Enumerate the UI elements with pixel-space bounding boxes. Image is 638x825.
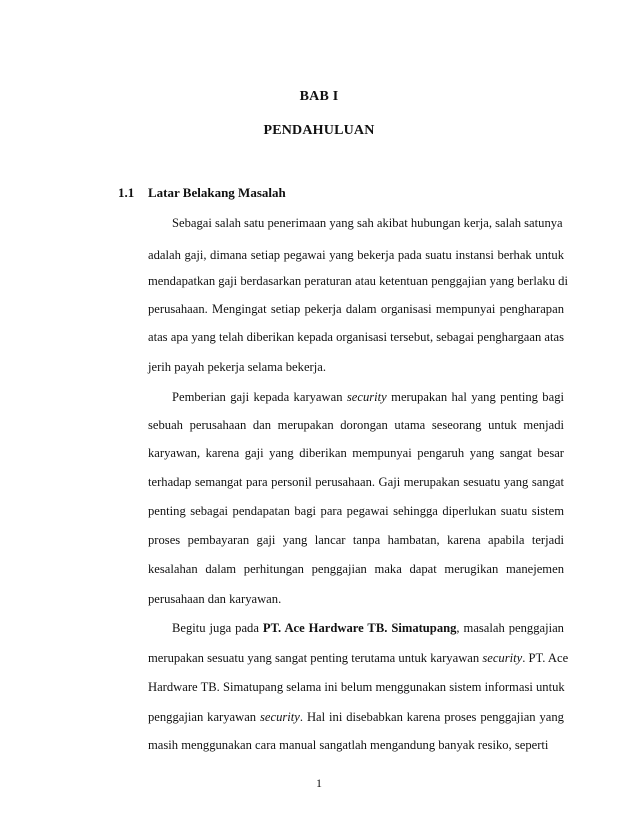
body-line (148, 710, 564, 725)
italic-term: security (260, 710, 300, 724)
body-line (172, 621, 564, 636)
body-line: sebuah perusahaan dan merupakan dorongan utama seseorang untuk menjadi (148, 418, 564, 432)
italic-term: security (346, 390, 387, 404)
text-run: , masalah penggajian (456, 621, 564, 635)
italic-term: security (482, 651, 523, 665)
chapter-title: PENDAHULUAN (263, 123, 375, 138)
page-number: 1 (316, 776, 322, 790)
body-line: karyawan, karena gaji yang diberikan mempunyai pengaruh yang sangat besar (148, 446, 564, 460)
body-line: Sebagai salah satu penerimaan yang sah akibat hubungan kerja, salah satunya (172, 216, 563, 230)
body-line: jerih payah pekerja selama bekerja. (148, 360, 326, 374)
body-line (172, 390, 564, 405)
text-run: Pemberian gaji kepada karyawan (172, 390, 343, 404)
section-number: 1.1 (118, 185, 135, 200)
text-run: Begitu juga pada (172, 621, 259, 635)
body-line: proses pembayaran gaji yang lancar tanpa hambatan, karena apabila terjadi (148, 533, 564, 547)
body-line: mendapatkan gaji berdasarkan peraturan atau ketentuan penggajian yang berlaku di (148, 274, 568, 288)
body-line: penting sebagai pendapatan bagi para pegawai sehingga diperlukan suatu sistem (148, 504, 564, 518)
body-line: atas apa yang telah diberikan kepada organisasi tersebut, sebagai penghargaan atas (148, 330, 565, 344)
body-line (148, 651, 569, 666)
company-name: PT. Ace Hardware TB. Simatupang (262, 621, 457, 635)
body-line: perusahaan dan karyawan. (148, 592, 282, 606)
text-run: merupakan hal yang penting bagi (391, 390, 564, 404)
text-run: merupakan sesuatu yang sangat penting terutama untuk karyawan (148, 651, 480, 665)
text-run: . Hal ini disebabkan karena proses penggajian yang (299, 710, 564, 724)
chapter-heading: BAB I (299, 89, 339, 104)
body-line: masih menggunakan cara manual sangatlah mengandung banyak resiko, seperti (148, 738, 549, 752)
section-title: Latar Belakang Masalah (148, 185, 286, 200)
text-run: penggajian karyawan (148, 710, 257, 724)
text-run: . PT. Ace (522, 651, 569, 665)
body-line: terhadap semangat para personil perusahaan. Gaji merupakan sesuatu yang sangat (148, 475, 564, 489)
body-line: kesalahan dalam perhitungan penggajian maka dapat merugikan manejemen (148, 562, 564, 576)
body-line: perusahaan. Mengingat setiap pekerja dalam organisasi mempunyai pengharapan (148, 302, 564, 316)
body-line: Hardware TB. Simatupang selama ini belum menggunakan sistem informasi untuk (148, 680, 565, 694)
body-line: adalah gaji, dimana setiap pegawai yang bekerja pada suatu instansi berhak untuk (148, 248, 564, 262)
